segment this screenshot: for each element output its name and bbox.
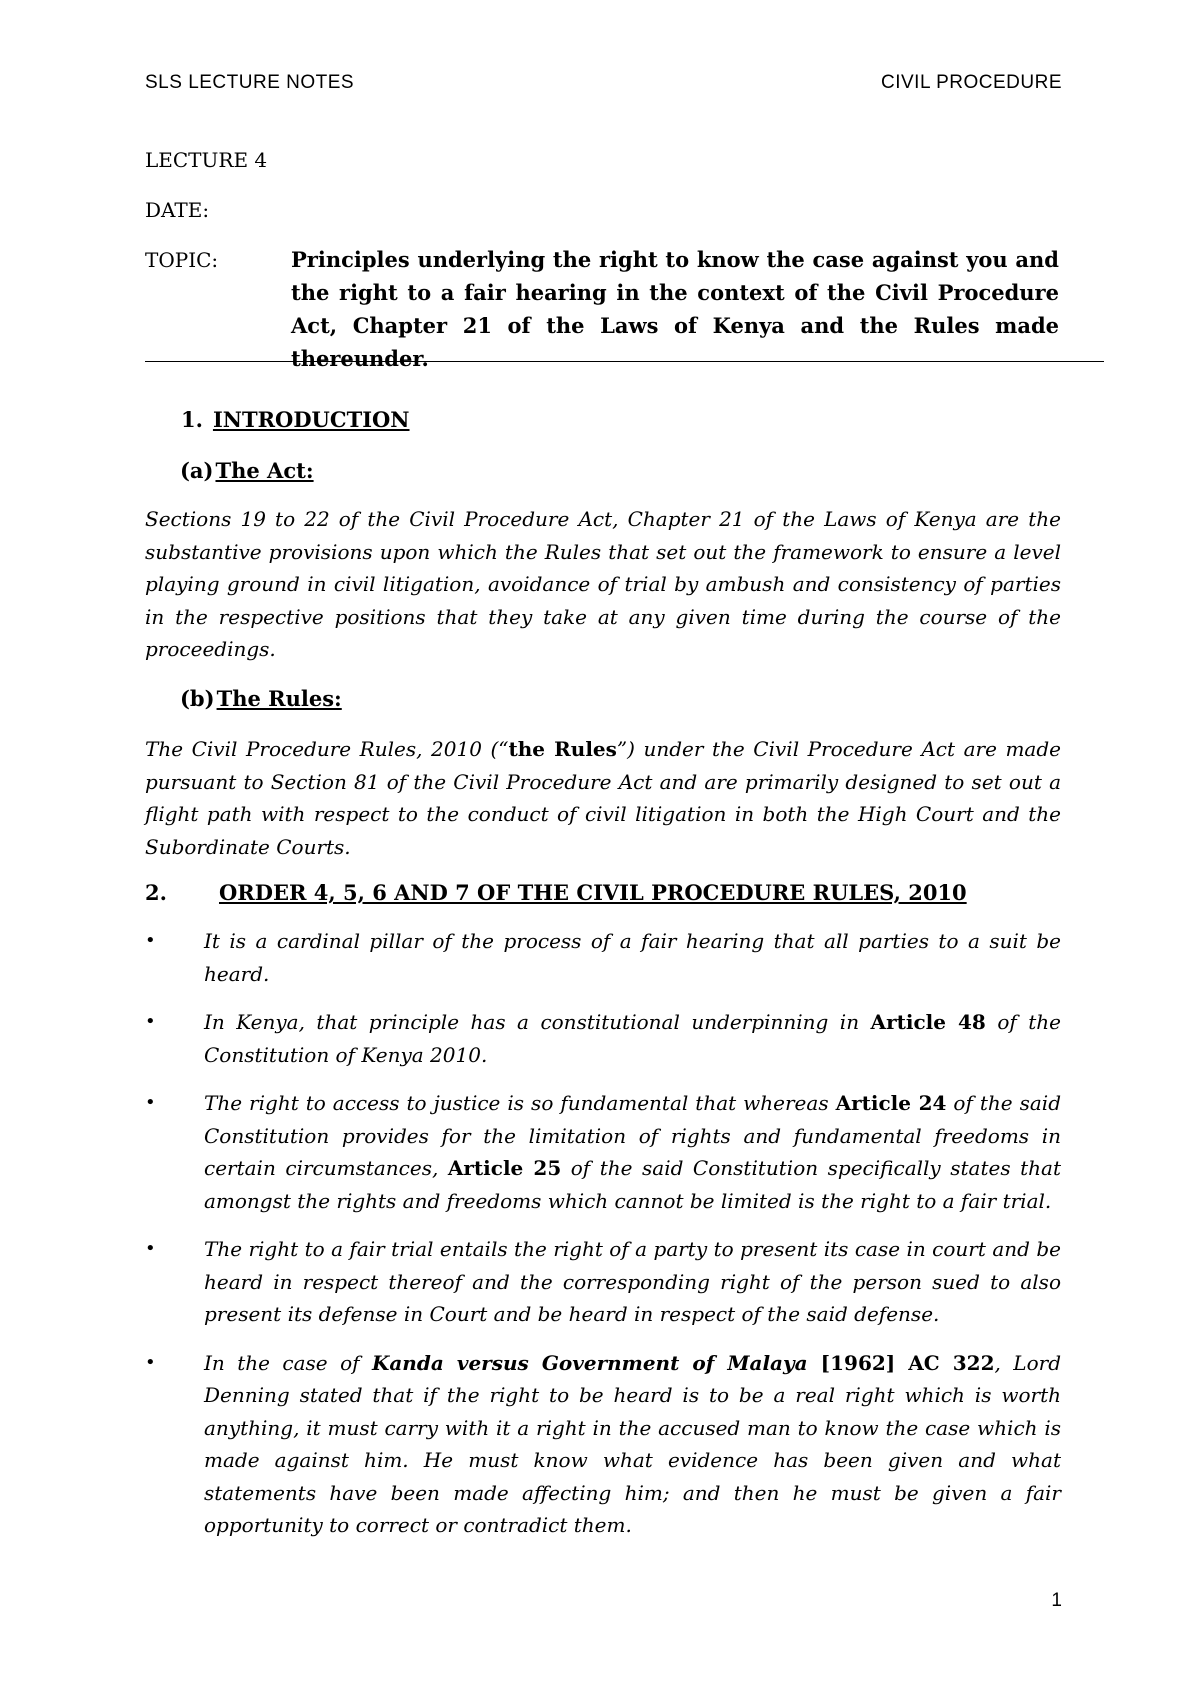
horizontal-rule bbox=[145, 361, 1104, 362]
section-2-heading bbox=[145, 880, 967, 905]
section-1-heading bbox=[181, 407, 410, 432]
act-paragraph: Sections 19 to 22 of the Civil Procedure Act, Chapter 21 of the Laws of Kenya are the substantive provisions upon which the Rules that set out the framework to ensure a level playing ground in civil litigation, avoidance of trial by ambush and consistency of parties in the respective positions that they take at any given time during the course of the proceedings. bbox=[145, 507, 1061, 661]
date-label: DATE: bbox=[145, 198, 210, 222]
subsection-b-title: The Rules: bbox=[216, 686, 342, 711]
list-item bbox=[145, 1233, 1061, 1331]
bullet-text: , Lord Denning stated that if the right to be heard is to be a real right which is worth anything, it must carry with it a right in the accused man to know the case which is made against him. He must know what evidence has been given and what statements have been made affecting him; and then he must be given a fair opportunity to correct or contradict them. bbox=[204, 1350, 1061, 1537]
subsection-b-label: (b) bbox=[180, 686, 215, 711]
bullet-text: of the said Constitution provides for the limitation of rights and fundamental freedoms in certain circumstances, bbox=[204, 1091, 1062, 1180]
bullet-text: In Kenya, that principle has a constitutional underpinning in bbox=[204, 1010, 871, 1034]
article-reference: Article 25 bbox=[447, 1156, 562, 1180]
case-name: Kanda versus Government of Malaya bbox=[371, 1350, 808, 1375]
bullet-text: of the said Constitution specifically states that amongst the rights and freedoms which cannot be limited is the right to a fair trial. bbox=[204, 1156, 1062, 1213]
rules-text-after: ”) under the Civil Procedure Act are made pursuant to Section 81 of the Civil Procedure Act and are primarily designed to set out a flight path with respect to the conduct of civil litigation in both the High Court and the Subordinate Courts. bbox=[145, 737, 1061, 859]
case-citation: [1962] AC 322 bbox=[807, 1350, 995, 1375]
rules-paragraph bbox=[145, 733, 1061, 863]
bullet-text: The right to access to justice is so fundamental that whereas bbox=[204, 1091, 836, 1115]
section-1-title: INTRODUCTION bbox=[212, 407, 410, 432]
section-1-number: 1. bbox=[181, 407, 203, 432]
bullet-icon: • bbox=[145, 930, 156, 951]
bullet-text: In the case of bbox=[204, 1350, 372, 1375]
bullet-text: The right to a fair trial entails the right of a party to present its case in court and be heard in respect thereof and the corresponding right of the person sued to also present its defense in Court and be heard in respect of the said defense. bbox=[204, 1237, 1061, 1326]
section-2-number: 2. bbox=[145, 880, 167, 905]
subsection-b-heading bbox=[180, 686, 342, 711]
header-left: SLS LECTURE NOTES bbox=[145, 72, 355, 93]
list-item bbox=[145, 1006, 1061, 1071]
subsection-a-heading bbox=[180, 458, 314, 483]
bullet-icon: • bbox=[145, 1238, 156, 1259]
rules-text-bold: the Rules bbox=[508, 737, 617, 761]
bullet-icon: • bbox=[145, 1092, 156, 1113]
lecture-number: LECTURE 4 bbox=[145, 148, 268, 172]
header-right: CIVIL PROCEDURE bbox=[881, 72, 1062, 93]
subsection-a-label: (a) bbox=[180, 458, 214, 483]
topic-label: TOPIC: bbox=[145, 248, 219, 272]
article-reference: Article 24 bbox=[835, 1091, 947, 1115]
list-item bbox=[145, 1347, 1061, 1542]
bullet-icon: • bbox=[145, 1011, 156, 1032]
section-2-title: ORDER 4, 5, 6 AND 7 OF THE CIVIL PROCEDURE RULES, 2010 bbox=[219, 880, 967, 905]
page-number: 1 bbox=[1051, 1590, 1062, 1611]
list-item bbox=[145, 925, 1061, 990]
topic-text: Principles underlying the right to know the case against you and the right to a fair hearing in the context of the Civil Procedure Act, Chapter 21 of the Laws of Kenya and the Rules made thereunder. bbox=[291, 247, 1059, 371]
subsection-a-title: The Act: bbox=[215, 458, 314, 483]
bullet-icon: • bbox=[145, 1351, 156, 1373]
article-reference: Article 48 bbox=[870, 1010, 986, 1034]
list-item bbox=[145, 1087, 1061, 1217]
bullet-text: It is a cardinal pillar of the process of a fair hearing that all parties to a suit be heard. bbox=[204, 929, 1061, 986]
rules-text-before: The Civil Procedure Rules, 2010 (“ bbox=[145, 737, 509, 761]
bullet-text: of the Constitution of Kenya 2010. bbox=[204, 1010, 1061, 1067]
bullet-list bbox=[145, 925, 1061, 1542]
